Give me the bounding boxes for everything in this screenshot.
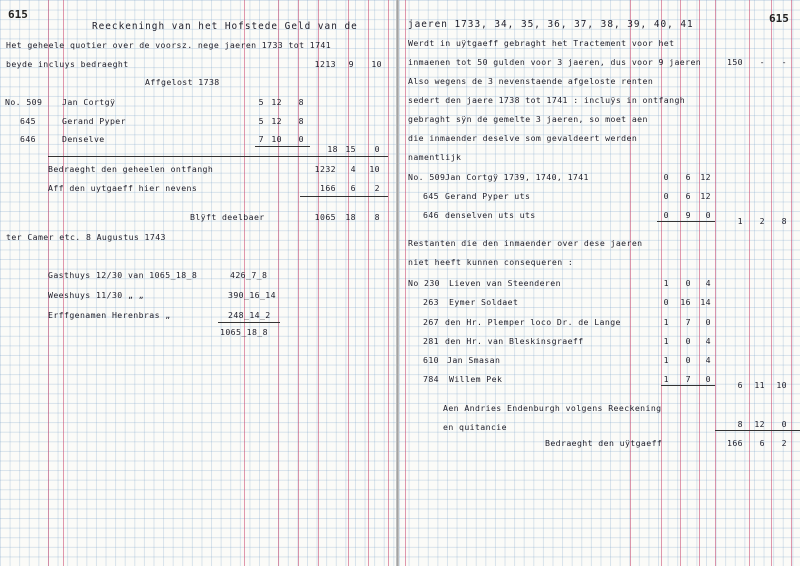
renten-text: Jan Cortgÿ 1739, 1740, 1741 (445, 172, 589, 182)
restant-name: Eymer Soldaet (449, 297, 519, 307)
intro-line: sedert den jaere 1738 tot 1741 : incluÿs in ontfangh (408, 95, 686, 105)
row-no: 646 (20, 134, 36, 144)
total-s: 6 (759, 438, 765, 448)
intro-line: inmaenen tot 50 gulden voor 3 jaeren, dus voor 9 jaeren (408, 57, 702, 67)
restant-no: No 230 (408, 278, 440, 288)
uytgaeff-p: 2 (374, 183, 380, 193)
ontfangh-label: Bedraeght den geheelen ontfangh (48, 164, 214, 174)
restant-name: Jan Smasan (447, 355, 501, 365)
restant-s: 16 (680, 297, 691, 307)
restant-name: Willem Pek (449, 374, 503, 384)
division-value: 426_7_8 (230, 270, 268, 280)
renten-p: 0 (705, 210, 711, 220)
years-heading: jaeren 1733, 34, 35, 36, 37, 38, 39, 40, 41 (408, 19, 694, 30)
tractement-s: - (759, 57, 765, 67)
subtotal-p: 0 (374, 144, 380, 154)
intro-line: Also wegens de 3 nevenstaende afgeloste renten (408, 76, 654, 86)
subtotal-g: 18 (327, 144, 338, 154)
restant-g: 1 (663, 317, 669, 327)
row-name: Denselve (62, 134, 105, 144)
page-title: Reeckeningh van het Hofstede Geld van de (92, 21, 358, 32)
restant-p: 4 (705, 355, 711, 365)
andries-g: 8 (737, 419, 743, 429)
renten-total-p: 8 (781, 216, 787, 226)
renten-g: 0 (663, 191, 669, 201)
deelbaer-p: 8 (374, 212, 380, 222)
left-page (0, 0, 396, 566)
renten-s: 9 (685, 210, 691, 220)
renten-p: 12 (700, 191, 711, 201)
intro-line: gebraght sÿn de gemelte 3 jaeren, so moet aen (408, 114, 648, 124)
restant-g: 1 (663, 278, 669, 288)
date-line: ter Camer etc. 8 Augustus 1743 (6, 232, 166, 242)
right-page (399, 0, 800, 566)
renten-total-s: 2 (759, 216, 765, 226)
restant-s: 0 (685, 278, 691, 288)
restant-p: 4 (705, 278, 711, 288)
restant-name: Lieven van Steenderen (449, 278, 561, 288)
restant-g: 1 (663, 374, 669, 384)
andries-line: en quitancie (443, 422, 507, 432)
andries-s: 12 (754, 419, 765, 429)
restant-p: 14 (700, 297, 711, 307)
row-name: Jan Cortgÿ (62, 97, 116, 107)
restanten-total-g: 6 (737, 380, 743, 390)
restant-name: den Hr. Plemper loco Dr. de Lange (445, 317, 621, 327)
right-page-number: 615 (769, 12, 789, 25)
restant-g: 1 (663, 336, 669, 346)
andries-p: 0 (781, 419, 787, 429)
afgelost-heading: Affgelost 1738 (145, 77, 220, 87)
restant-s: 0 (685, 336, 691, 346)
restant-p: 4 (705, 336, 711, 346)
renten-text: denselven uts uts (445, 210, 536, 220)
ontfangh-p: 10 (369, 164, 380, 174)
restant-p: 0 (705, 317, 711, 327)
subtotal-s: 15 (345, 144, 356, 154)
restant-no: 263 (423, 297, 439, 307)
restant-no: 267 (423, 317, 439, 327)
uytgaeff-s: 6 (350, 183, 356, 193)
division-label: Gasthuys 12/30 van 1065_18_8 (48, 270, 198, 280)
restanten-line: Restanten die den inmaender over dese jaeren (408, 238, 643, 248)
division-value: 248_14_2 (228, 310, 271, 320)
restant-g: 1 (663, 355, 669, 365)
renten-s: 6 (685, 172, 691, 182)
intro-line: namentlijk (408, 152, 462, 162)
row-amount-g: 5 (258, 116, 264, 126)
restant-no: 281 (423, 336, 439, 346)
renten-p: 12 (700, 172, 711, 182)
restant-g: 0 (663, 297, 669, 307)
renten-no: 645 (423, 191, 439, 201)
uytgaeff-label: Aff den uytgaeff hier nevens (48, 183, 198, 193)
row-amount-s: 10 (271, 134, 282, 144)
total-g: 166 (727, 438, 743, 448)
total-p: 2 (781, 438, 787, 448)
intro-line: die inmaender deselve som gevaldeert werden (408, 133, 638, 143)
ontfangh-g: 1232 (314, 164, 336, 174)
deelbaer-s: 18 (345, 212, 356, 222)
row-amount-g: 5 (258, 97, 264, 107)
restant-s: 0 (685, 355, 691, 365)
renten-g: 0 (663, 210, 669, 220)
deelbaer-g: 1065 (314, 212, 336, 222)
intro-line: Werdt in uÿtgaeff gebraght het Tractement voor het (408, 38, 675, 48)
total-label: Bedraeght den uÿtgaeff (545, 438, 663, 448)
left-page-number: 615 (8, 8, 28, 21)
row-amount-s: 12 (271, 116, 282, 126)
restant-s: 7 (685, 317, 691, 327)
restant-p: 0 (705, 374, 711, 384)
renten-total-g: 1 (737, 216, 743, 226)
division-label: Weeshuys 11/30 „ „ (48, 290, 144, 300)
division-label: Erffgenamen Herenbras „ (48, 310, 171, 320)
amount-stuivers: 9 (348, 59, 354, 69)
amount-guilders: 1213 (314, 59, 336, 69)
amount-penningen: 10 (371, 59, 382, 69)
renten-g: 0 (663, 172, 669, 182)
restant-no: 610 (423, 355, 439, 365)
tractement-p: - (781, 57, 787, 67)
restanten-total-s: 11 (754, 380, 765, 390)
row-name: Gerand Pyper (62, 116, 126, 126)
row-no: No. 509 (5, 97, 43, 107)
renten-text: Gerand Pyper uts (445, 191, 531, 201)
row-amount-p: 0 (298, 134, 304, 144)
restanten-total-p: 10 (776, 380, 787, 390)
renten-no: 646 (423, 210, 439, 220)
restant-s: 7 (685, 374, 691, 384)
row-amount-p: 8 (298, 116, 304, 126)
deelbaer-label: Blÿft deelbaer (190, 212, 265, 222)
quotier-line: Het geheele quotier over de voorsz. nege jaeren 1733 tot 1741 (6, 40, 332, 50)
uytgaeff-g: 166 (320, 183, 336, 193)
andries-line: Aen Andries Endenburgh volgens Reeckening (443, 403, 662, 413)
division-value: 390_16_14 (228, 290, 276, 300)
row-amount-g: 7 (258, 134, 264, 144)
row-amount-s: 12 (271, 97, 282, 107)
row-amount-p: 8 (298, 97, 304, 107)
restant-no: 784 (423, 374, 439, 384)
row-no: 645 (20, 116, 36, 126)
division-total: 1065_18_8 (220, 327, 268, 337)
ontfangh-s: 4 (350, 164, 356, 174)
restant-name: den Hr. van Bleskinsgraeff (445, 336, 584, 346)
tractement-g: 150 (727, 57, 743, 67)
renten-s: 6 (685, 191, 691, 201)
restanten-line: niet heeft kunnen consequeren : (408, 257, 574, 267)
incluys-line: beyde incluys bedraeght (6, 59, 129, 69)
renten-no: No. 509 (408, 172, 446, 182)
